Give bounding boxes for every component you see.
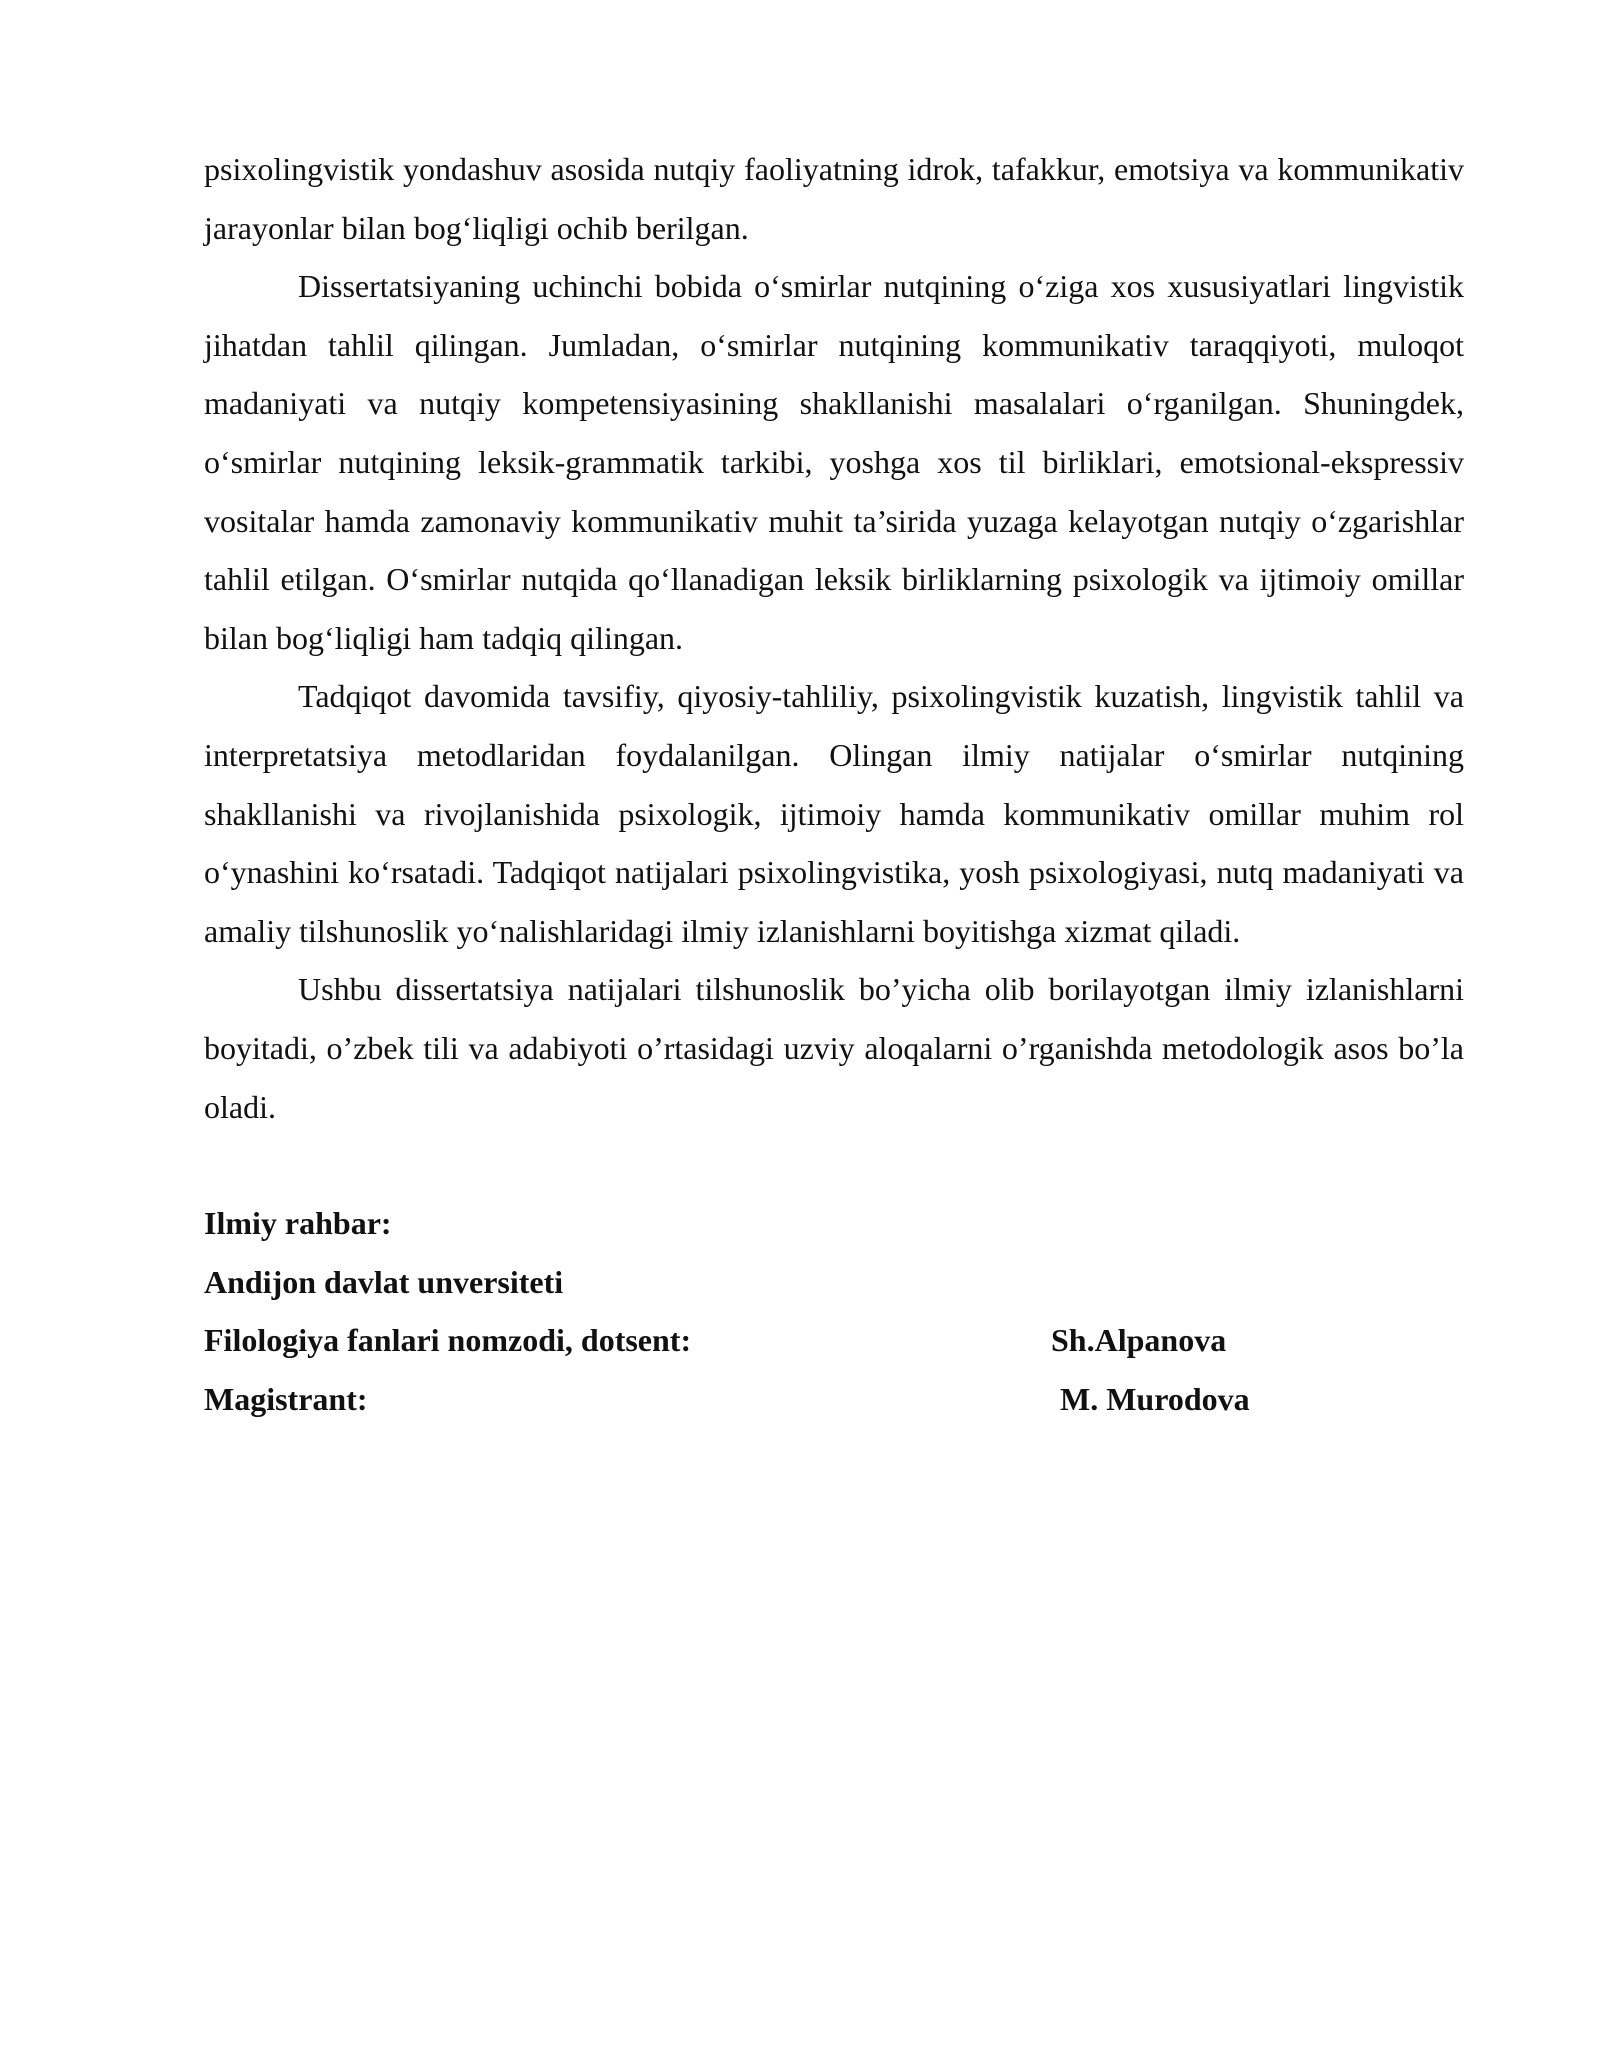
signature-block: [204, 1194, 1464, 1428]
paragraph-third-chapter: Dissertatsiyaning uchinchi bobida o‘smirlar nutqining o‘ziga xos xususiyatlari lingvistik jihatdan tahlil qilingan. Jumladan, o‘smirlar nutqining kommunikativ taraqqiyoti, muloqot madaniyati va nutqiy kompetensiyasining shakllanishi masalalari o‘rganilgan. Shuningdek, o‘smirlar nutqining leksik-grammatik tarkibi, yoshga xos til birliklari, emotsional-ekspressiv vositalar hamda zamonaviy kommunikativ muhit ta’sirida yuzaga kelayotgan nutqiy o‘zgarishlar tahlil etilgan. O‘smirlar nutqida qo‘llanadigan leksik birliklarning psixologik va ijtimoiy omillar bilan bog‘liqligi ham tadqiq qilingan.: [204, 268, 1464, 656]
paragraph-methods: Tadqiqot davomida tavsifiy, qiyosiy-tahliliy, psixolingvistik kuzatish, lingvistik tahlil va interpretatsiya metodlaridan foydalanilgan. Olingan ilmiy natijalar o‘smirlar nutqining shakllanishi va rivojlanishida psixologik, ijtimoiy hamda kommunikativ omillar muhim rol o‘ynashini ko‘rsatadi. Tadqiqot natijalari psixolingvistika, yosh psixologiyasi, nutq madaniyati va amaliy tilshunoslik yo‘nalishlaridagi ilmiy izlanishlarni boyitishga xizmat qiladi.: [204, 678, 1464, 949]
student-row: [204, 1370, 1464, 1429]
paragraph-conclusion: Ushbu dissertatsiya natijalari tilshunoslik bo’yicha olib borilayotgan ilmiy izlanishlarni boyitadi, o’zbek tili va adabiyoti o’rtasidagi uzviy aloqalarni o’rganishda metodologik asos bo’la oladi.: [204, 971, 1464, 1125]
supervisor-row: [204, 1311, 1464, 1370]
supervisor-label-row: [204, 1194, 1464, 1253]
degree-label: Filologiya fanlari nomzodi, dotsent:: [204, 1322, 692, 1359]
supervisor-name: Sh.Alpanova: [1051, 1322, 1227, 1359]
student-name: M. Murodova: [1060, 1380, 1250, 1417]
student-label: Magistrant:: [204, 1380, 368, 1417]
university-row: [204, 1253, 1464, 1312]
paragraph-intro-continuation: psixolingvistik yondashuv asosida nutqiy faoliyatning idrok, tafakkur, emotsiya va kommunikativ jarayonlar bilan bog‘liqligi ochib berilgan.: [204, 151, 1464, 246]
supervisor-label: Ilmiy rahbar:: [204, 1205, 392, 1242]
university-name: Andijon davlat unversiteti: [204, 1263, 564, 1300]
document-page: [204, 140, 1464, 1428]
